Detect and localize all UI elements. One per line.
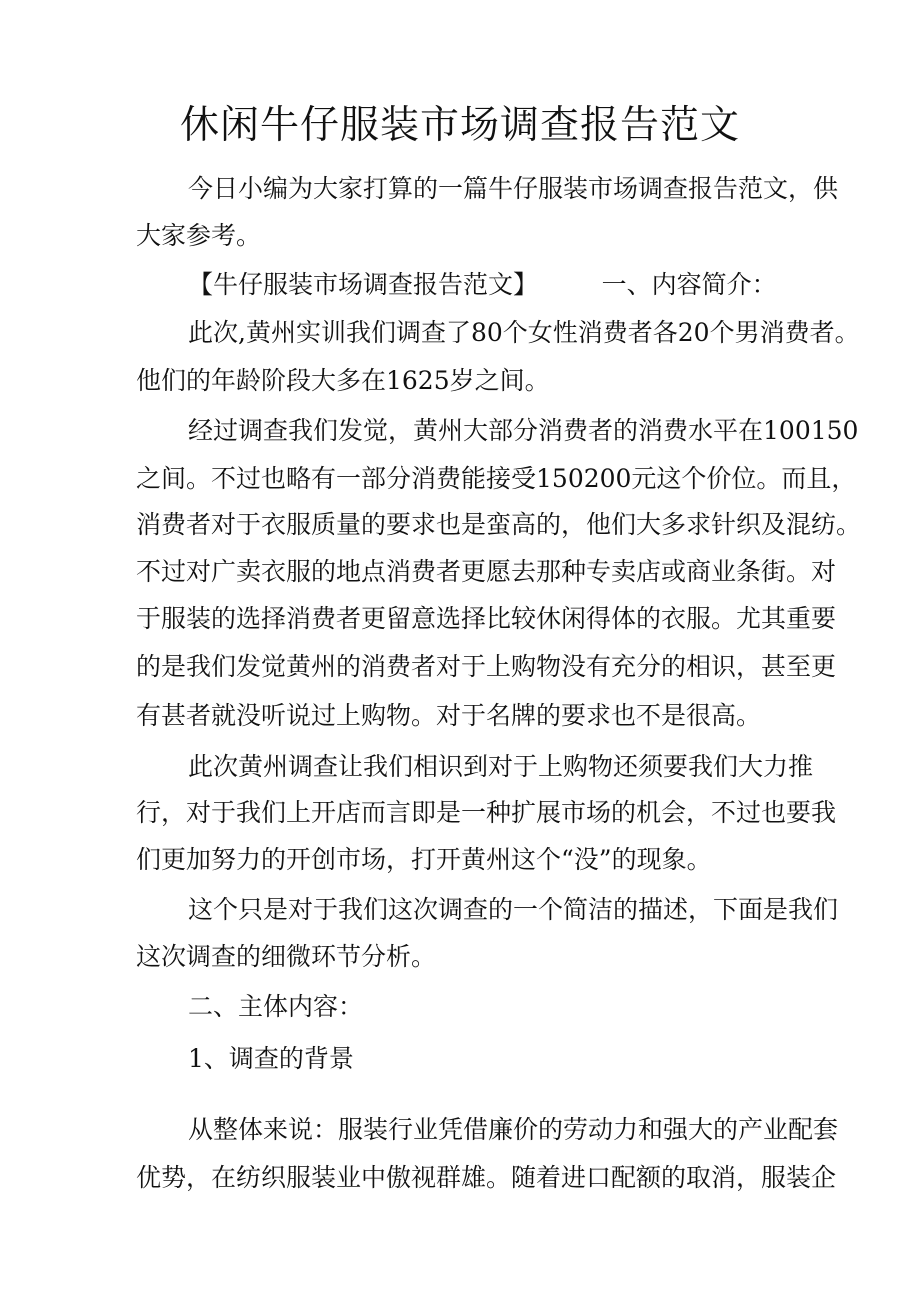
paragraph-line: 此次黄州调查让我们相识到对于上购物还须要我们大力推 <box>188 752 814 781</box>
paragraph-line: 他们的年龄阶段大多在1625岁之间。 <box>136 366 550 395</box>
paragraph-line: 们更加努力的开创市场，打开黄州这个“没”的现象。 <box>136 845 712 874</box>
paragraph-line: 今日小编为大家打算的一篇牛仔服装市场调查报告范文，供 <box>188 174 839 203</box>
paragraph-line: 【牛仔服装市场调查报告范文】 一、内容简介： <box>188 270 777 299</box>
paragraph-line: 此次,黄州实训我们调查了80个女性消费者各20个男消费者。 <box>188 318 860 347</box>
paragraph-line: 经过调查我们发觉，黄州大部分消费者的消费水平在100150 <box>188 416 859 445</box>
paragraph-line: 的是我们发觉黄州的消费者对于上购物没有充分的相识，甚至更 <box>136 652 837 681</box>
paragraph-line: 这次调查的细微环节分析。 <box>136 942 437 971</box>
subsection-heading: 1、调查的背景 <box>188 1044 354 1073</box>
paragraph-line: 于服装的选择消费者更留意选择比较休闲得体的衣服。尤其重要 <box>136 604 837 633</box>
document-title: 休闲牛仔服装市场调查报告范文 <box>179 103 740 148</box>
paragraph-line: 大家参考。 <box>136 221 262 250</box>
paragraph-line: 这个只是对于我们这次调查的一个简洁的描述，下面是我们 <box>188 895 839 924</box>
paragraph-line: 之间。不过也略有一部分消费能接受150200元这个价位。而且， <box>136 464 857 493</box>
paragraph-line: 不过对广卖衣服的地点消费者更愿去那种专卖店或商业条街。对 <box>136 557 837 586</box>
paragraph-line: 优势，在纺织服装业中傲视群雄。随着进口配额的取消，服装企 <box>136 1163 837 1192</box>
paragraph-line: 消费者对于衣服质量的要求也是蛮高的，他们大多求针织及混纺。 <box>136 510 862 539</box>
paragraph-line: 从整体来说：服装行业凭借廉价的劳动力和强大的产业配套 <box>188 1115 839 1144</box>
section-heading: 二、主体内容： <box>188 992 364 1021</box>
paragraph-line: 有甚者就没听说过上购物。对于名牌的要求也不是很高。 <box>136 701 762 730</box>
paragraph-line: 行，对于我们上开店而言即是一种扩展市场的机会，不过也要我 <box>136 798 837 827</box>
